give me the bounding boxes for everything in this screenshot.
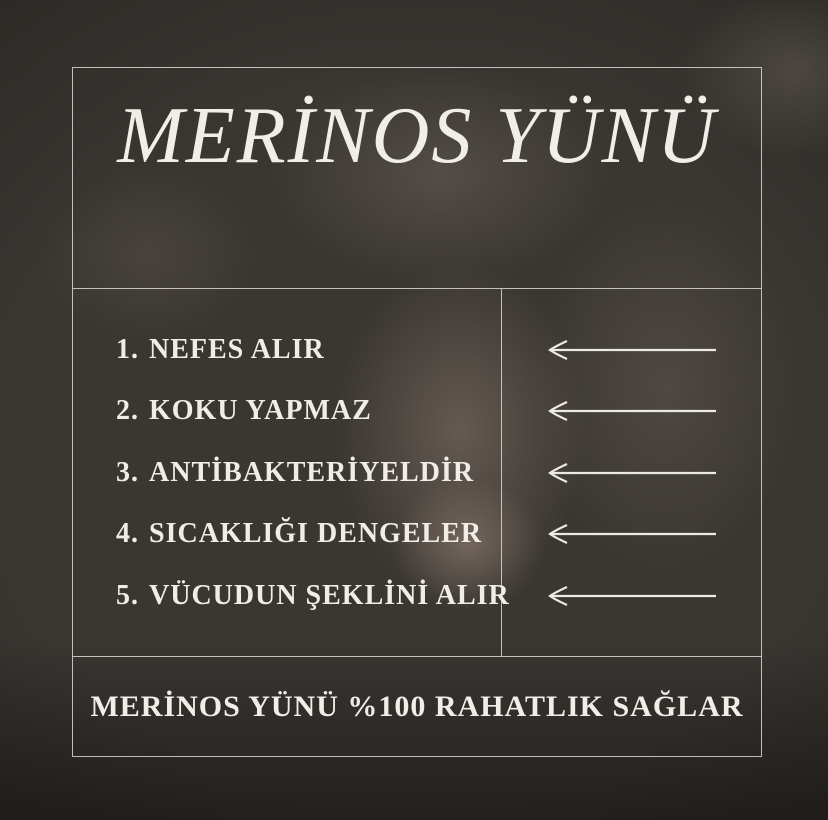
item-label: ANTİBAKTERİYELDİR [149, 456, 475, 488]
arrow-left-icon [546, 319, 718, 381]
arrow-left-icon [546, 565, 718, 627]
arrow-left-icon [546, 442, 718, 504]
list-item [116, 319, 501, 381]
list-item [116, 442, 501, 504]
poster-frame [72, 67, 762, 757]
item-number: 4. [116, 518, 139, 549]
arrow-left-icon [546, 503, 718, 565]
list-item [116, 380, 501, 442]
benefits-list [73, 289, 510, 656]
item-number: 3. [116, 456, 139, 488]
item-number: 2. [116, 395, 139, 426]
item-number: 5. [116, 579, 139, 611]
item-number: 1. [116, 333, 139, 365]
list-item [116, 503, 501, 565]
arrows-column [502, 289, 761, 656]
list-item [116, 565, 510, 627]
item-label: VÜCUDUN ŞEKLİNİ ALIR [149, 579, 510, 611]
item-label: NEFES ALIR [149, 333, 325, 365]
item-label: KOKU YAPMAZ [149, 395, 372, 426]
benefits-section [73, 289, 761, 656]
arrow-left-icon [546, 380, 718, 442]
title-section [73, 68, 761, 288]
footer-section [73, 657, 761, 757]
footer-text: MERİNOS YÜNÜ %100 RAHATLIK SAĞLAR [90, 690, 744, 723]
page-title: MERİNOS YÜNÜ [117, 92, 717, 180]
item-label: SICAKLIĞI DENGELER [149, 518, 483, 549]
